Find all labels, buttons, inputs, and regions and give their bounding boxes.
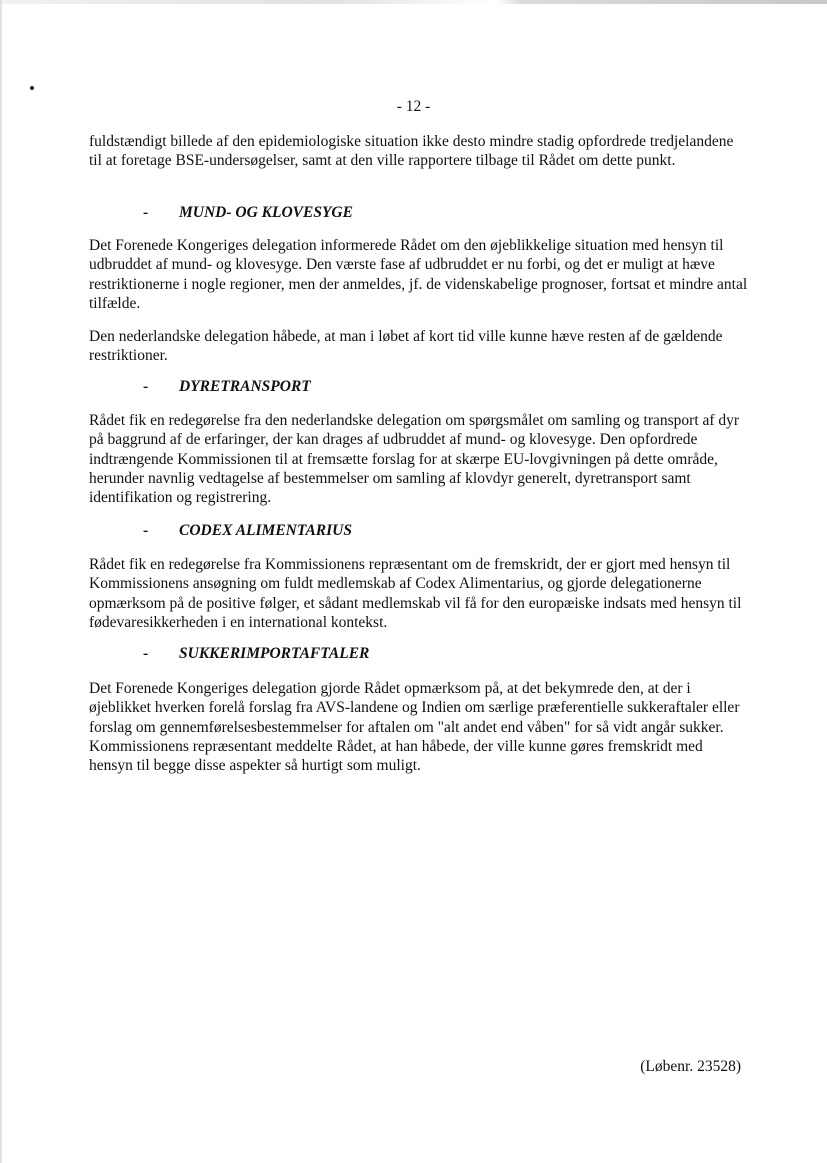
heading-text: CODEX ALIMENTARIUS — [179, 522, 352, 539]
page-number: - 12 - — [396, 98, 431, 115]
scan-edge-left — [0, 0, 2, 1163]
paragraph-sugar-agreements: Det Forenede Kongeriges delegation gjorde Rådet opmærksom på, at det bekymrede den, at der i øjeblikket hverken forelå forslag fra AVS-landene og Indien om særlige præferentielle sukkeraftaler eller forslag om gennemførelsesbestemmelser for aftalen om "alt andet end våben" for så vidt angår sukker. Kommissionens repræsentant meddelte Rådet, at han håbede, der ville kunne gøres fremskridt med hensyn til begge disse aspekter så hurtigt som muligt. — [89, 680, 740, 775]
paragraph-nl-restrictions: Den nederlandske delegation håbede, at man i løbet af kort tid ville kunne hæve resten af de gældende restriktioner. — [89, 328, 723, 365]
heading-dash: - — [143, 522, 149, 539]
section-heading-sukkerimportaftaler — [143, 644, 369, 663]
section-heading-mund-og-klovesyge — [143, 203, 353, 222]
heading-text: SUKKERIMPORTAFTALER — [179, 645, 370, 662]
heading-text: DYRETRANSPORT — [179, 378, 311, 395]
section-heading-dyretransport — [143, 377, 311, 396]
heading-dash: - — [143, 204, 149, 221]
paragraph-bse-continuation: fuldstændigt billede af den epidemiologiske situation ikke desto mindre stadig opfordrede tredjelandene til at foretage BSE-undersøgelser, samt at den ville rapportere tilbage til Rådet om dette punkt. — [89, 133, 734, 170]
document-reference-number: (Løbenr. 23528) — [640, 1058, 741, 1075]
scan-speck — [30, 86, 34, 90]
scan-edge-top — [0, 0, 827, 4]
paragraph-animal-transport: Rådet fik en redegørelse fra den nederlandske delegation om spørgsmålet om samling og transport af dyr på baggrund af de erfaringer, der kan drages af udbruddet af mund- og klovesyge. Den opfordrede indtrængende Kommissionen til at fremsætte forslag for at skærpe EU-lovgivningen på dette område, herunder navnlig vedtagelse af bestemmelser om samling af klovdyr generelt, dyretransport samt identifikation og registrering. — [89, 412, 740, 507]
paragraph-uk-situation: Det Forenede Kongeriges delegation informerede Rådet om den øjeblikkelige situation med hensyn til udbruddet af mund- og klovesyge. Den værste fase af udbruddet er nu forbi, og det er muligt at hæve restriktionerne i nogle regioner, men der anmeldes, jf. de videnskabelige prognoser, fortsat et mindre antal tilfælde. — [89, 237, 748, 312]
heading-dash: - — [143, 378, 149, 395]
heading-text: MUND- OG KLOVESYGE — [179, 204, 353, 221]
heading-dash: - — [143, 645, 149, 662]
section-heading-codex-alimentarius — [143, 521, 352, 540]
paragraph-codex-membership: Rådet fik en redegørelse fra Kommissionens repræsentant om de fremskridt, der er gjort med hensyn til Kommissionens ansøgning om fuldt medlemskab af Codex Alimentarius, og gjorde delegationerne opmærksom på de positive følger, et sådant medlemskab vil få for den europæiske indsats med hensyn til fødevaresikkerheden i en international kontekst. — [89, 556, 742, 631]
